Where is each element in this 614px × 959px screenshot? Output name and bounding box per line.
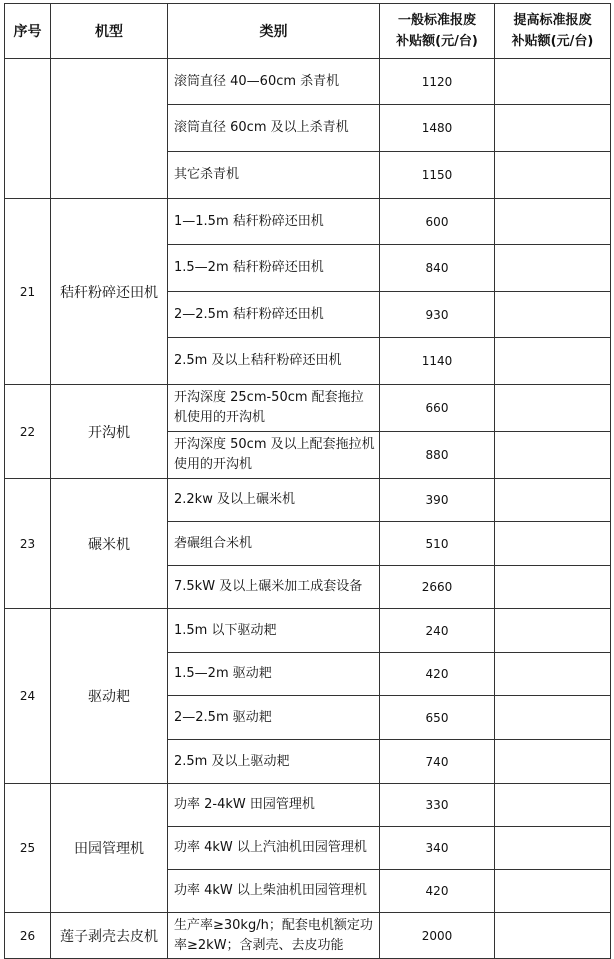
category-cell: 开沟深度 25cm-50cm 配套拖拉机使用的开沟机: [168, 385, 380, 432]
general-subsidy-cell: 2660: [380, 566, 495, 609]
raised-subsidy-cell: [495, 566, 611, 609]
general-subsidy-cell: 1120: [380, 59, 495, 105]
header-raised-line1: 提高标准报废: [513, 13, 592, 28]
general-subsidy-cell: 930: [380, 292, 495, 338]
general-subsidy-cell: 390: [380, 479, 495, 522]
raised-subsidy-cell: [495, 522, 611, 566]
general-subsidy-cell: 240: [380, 609, 495, 653]
table-row: [5, 199, 611, 245]
table-row: [5, 59, 611, 105]
subsidy-table: [4, 3, 611, 959]
general-subsidy-cell: 1150: [380, 152, 495, 199]
model-cell: 驱动耙: [51, 609, 168, 784]
category-cell: 滚筒直径 40—60cm 杀青机: [168, 59, 380, 105]
seq-cell: 21: [5, 199, 51, 385]
general-subsidy-cell: 600: [380, 199, 495, 245]
seq-cell: 23: [5, 479, 51, 609]
model-cell: 莲子剥壳去皮机: [51, 913, 168, 959]
general-subsidy-cell: 510: [380, 522, 495, 566]
category-cell: 2.2kw 及以上碾米机: [168, 479, 380, 522]
raised-subsidy-cell: [495, 784, 611, 827]
category-cell: 功率 4kW 以上柴油机田园管理机: [168, 870, 380, 913]
header-seq: 序号: [5, 4, 51, 59]
category-cell: 功率 2-4kW 田园管理机: [168, 784, 380, 827]
general-subsidy-cell: 740: [380, 740, 495, 784]
raised-subsidy-cell: [495, 105, 611, 152]
header-model: 机型: [51, 4, 168, 59]
header-raised-line2: 补贴额(元/台): [511, 34, 594, 49]
raised-subsidy-cell: [495, 827, 611, 870]
model-cell: [51, 59, 168, 199]
category-cell: 1.5m 以下驱动耙: [168, 609, 380, 653]
category-cell: 1.5—2m 秸秆粉碎还田机: [168, 245, 380, 292]
general-subsidy-cell: 1140: [380, 338, 495, 385]
general-subsidy-cell: 650: [380, 696, 495, 740]
raised-subsidy-cell: [495, 696, 611, 740]
category-cell: 2.5m 及以上驱动耙: [168, 740, 380, 784]
category-cell: 滚筒直径 60cm 及以上杀青机: [168, 105, 380, 152]
category-cell: 生产率≥30kg/h；配套电机额定功率≥2kW；含剥壳、去皮功能: [168, 913, 380, 959]
model-cell: 秸秆粉碎还田机: [51, 199, 168, 385]
raised-subsidy-cell: [495, 913, 611, 959]
raised-subsidy-cell: [495, 609, 611, 653]
table-row: [5, 385, 611, 432]
raised-subsidy-cell: [495, 245, 611, 292]
general-subsidy-cell: 1480: [380, 105, 495, 152]
header-category: 类别: [168, 4, 380, 59]
category-cell: 1.5—2m 驱动耙: [168, 653, 380, 696]
raised-subsidy-cell: [495, 479, 611, 522]
general-subsidy-cell: 420: [380, 870, 495, 913]
raised-subsidy-cell: [495, 385, 611, 432]
general-subsidy-cell: 840: [380, 245, 495, 292]
seq-cell: [5, 59, 51, 199]
raised-subsidy-cell: [495, 338, 611, 385]
category-cell: 1—1.5m 秸秆粉碎还田机: [168, 199, 380, 245]
raised-subsidy-cell: [495, 870, 611, 913]
general-subsidy-cell: 2000: [380, 913, 495, 959]
raised-subsidy-cell: [495, 59, 611, 105]
header-raised-subsidy: [495, 4, 611, 59]
header-general-subsidy: [380, 4, 495, 59]
raised-subsidy-cell: [495, 653, 611, 696]
model-cell: 田园管理机: [51, 784, 168, 913]
raised-subsidy-cell: [495, 740, 611, 784]
raised-subsidy-cell: [495, 199, 611, 245]
category-cell: 7.5kW 及以上碾米加工成套设备: [168, 566, 380, 609]
header-row: [5, 4, 611, 59]
seq-cell: 24: [5, 609, 51, 784]
category-cell: 其它杀青机: [168, 152, 380, 199]
general-subsidy-cell: 330: [380, 784, 495, 827]
header-general-line2: 补贴额(元/台): [396, 34, 478, 49]
category-cell: 2—2.5m 秸秆粉碎还田机: [168, 292, 380, 338]
model-cell: 开沟机: [51, 385, 168, 479]
general-subsidy-cell: 420: [380, 653, 495, 696]
seq-cell: 25: [5, 784, 51, 913]
table-row: [5, 913, 611, 959]
category-cell: 开沟深度 50cm 及以上配套拖拉机使用的开沟机: [168, 432, 380, 479]
category-cell: 功率 4kW 以上汽油机田园管理机: [168, 827, 380, 870]
raised-subsidy-cell: [495, 292, 611, 338]
model-cell: 碾米机: [51, 479, 168, 609]
header-general-line1: 一般标准报废: [397, 13, 476, 28]
raised-subsidy-cell: [495, 432, 611, 479]
table-row: [5, 784, 611, 827]
general-subsidy-cell: 660: [380, 385, 495, 432]
raised-subsidy-cell: [495, 152, 611, 199]
seq-cell: 26: [5, 913, 51, 959]
general-subsidy-cell: 340: [380, 827, 495, 870]
general-subsidy-cell: 880: [380, 432, 495, 479]
category-cell: 2.5m 及以上秸秆粉碎还田机: [168, 338, 380, 385]
category-cell: 2—2.5m 驱动耙: [168, 696, 380, 740]
table-row: [5, 609, 611, 653]
category-cell: 砻碾组合米机: [168, 522, 380, 566]
table-row: [5, 479, 611, 522]
seq-cell: 22: [5, 385, 51, 479]
